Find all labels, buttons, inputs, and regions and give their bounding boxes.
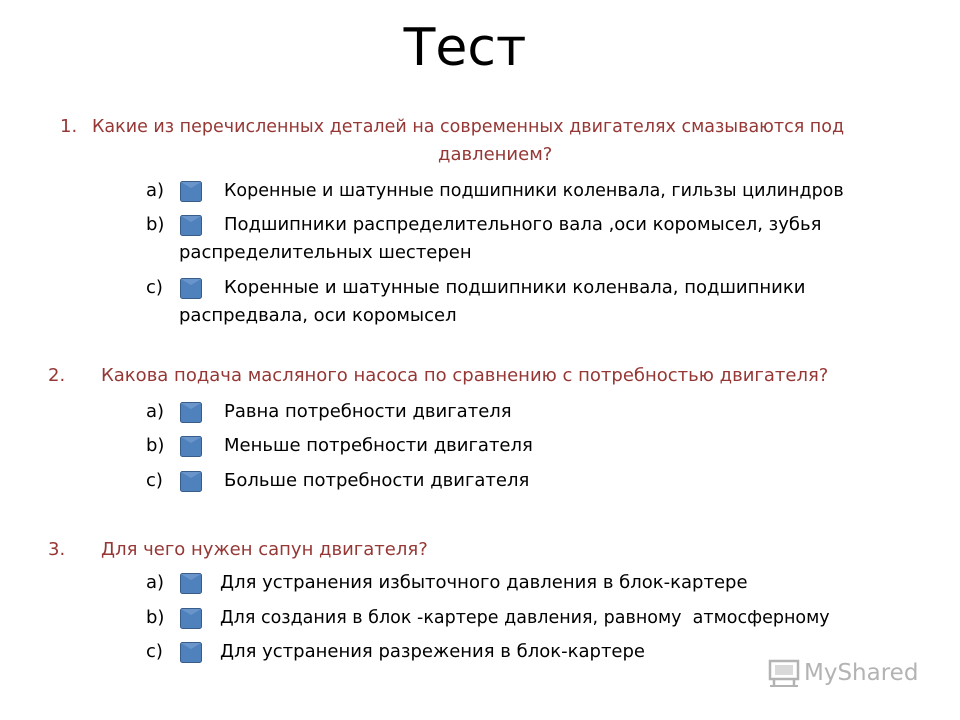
answer-text: Равна потребности двигателя xyxy=(224,401,512,422)
answer-text: Для устранения избыточного давления в блок-картере xyxy=(220,572,748,593)
watermark xyxy=(768,657,918,689)
answer-text: Для устранения разрежения в блок-картере xyxy=(220,641,646,662)
answer-letter: c) xyxy=(146,470,163,491)
question-text-line2: давлением? xyxy=(438,144,553,165)
question-number: 2. xyxy=(48,365,66,386)
classroom-icon xyxy=(768,658,800,688)
answer-letter: b) xyxy=(146,214,165,235)
slide-title: Тест xyxy=(403,18,527,78)
question-number: 3. xyxy=(48,539,66,560)
question-text: Для чего нужен сапун двигателя? xyxy=(101,539,428,560)
answer-button-icon[interactable] xyxy=(180,573,202,594)
answer-text: Коренные и шатунные подшипники коленвала, подшипники xyxy=(224,277,806,298)
answer-button-icon[interactable] xyxy=(180,278,202,299)
answer-letter: a) xyxy=(146,401,165,422)
answer-letter: a) xyxy=(146,572,165,593)
answer-text: Меньше потребности двигателя xyxy=(224,435,533,456)
answer-text: Для создания в блок -картере давления, равному атмосферному xyxy=(220,608,830,628)
answer-button-icon[interactable] xyxy=(180,181,202,202)
answer-button-icon[interactable] xyxy=(180,436,202,457)
answer-text-line2: распределительных шестерен xyxy=(179,242,472,263)
answer-button-icon[interactable] xyxy=(180,402,202,423)
answer-letter: b) xyxy=(146,435,165,456)
answer-button-icon[interactable] xyxy=(180,215,202,236)
question-text: Какова подача масляного насоса по сравнению с потребностью двигателя? xyxy=(101,365,829,386)
answer-letter: a) xyxy=(146,180,165,201)
answer-text: Коренные и шатунные подшипники коленвала, гильзы цилиндров xyxy=(224,181,844,201)
answer-text: Больше потребности двигателя xyxy=(224,470,530,491)
answer-text: Подшипники распределительного вала ,оси коромысел, зубья xyxy=(224,214,822,235)
answer-letter: b) xyxy=(146,607,165,628)
answer-text-line2: распредвала, оси коромысел xyxy=(179,305,457,326)
answer-letter: c) xyxy=(146,277,163,298)
answer-button-icon[interactable] xyxy=(180,642,202,663)
answer-letter: c) xyxy=(146,641,163,662)
question-number: 1. xyxy=(60,116,78,137)
answer-button-icon[interactable] xyxy=(180,608,202,629)
question-text-line1: Какие из перечисленных деталей на современных двигателях смазываются под xyxy=(92,117,845,137)
watermark-text: MyShared xyxy=(804,660,919,686)
answer-button-icon[interactable] xyxy=(180,471,202,492)
